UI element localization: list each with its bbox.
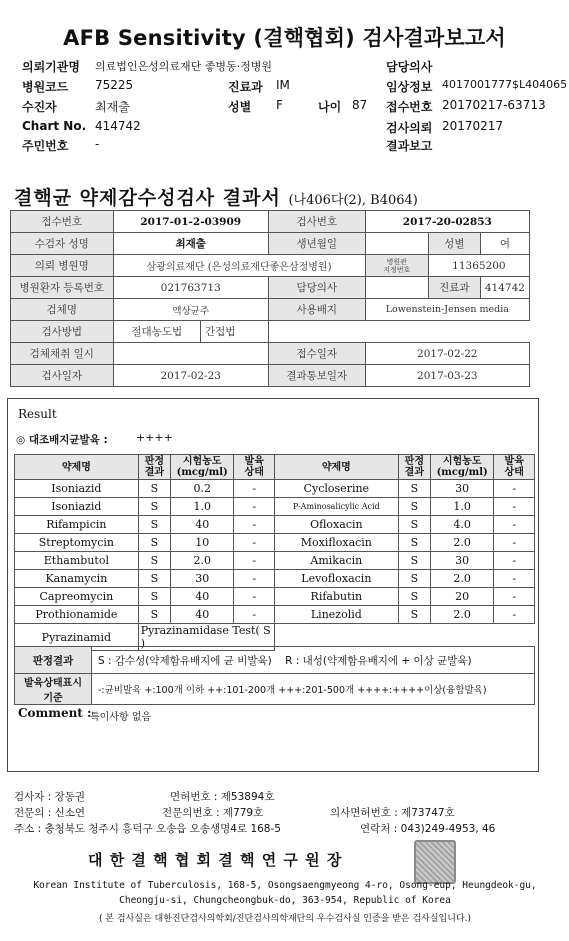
drug-growth: -	[234, 498, 275, 516]
request-value: 20170217	[442, 119, 504, 133]
rrn-value: -	[95, 137, 100, 151]
growth-label: ◎ 대조배지균발육 :	[16, 434, 108, 446]
examiner: 검사자 : 장동권	[14, 791, 86, 803]
drug-name: Capreomycin	[15, 588, 139, 606]
judge-r: R : 내성(약제함유배지에 + 이상 균발육)	[285, 654, 472, 667]
drug-conc: 2.0	[170, 552, 233, 570]
drug-result: S	[138, 588, 170, 606]
comment-value: 특이사항 없음	[90, 712, 152, 723]
drug-conc: 2.0	[430, 570, 493, 588]
drug-result: S	[138, 498, 170, 516]
drug-result: S	[138, 516, 170, 534]
license3: 의사면허번호 : 제73747호	[330, 807, 455, 819]
drug-row	[15, 516, 535, 534]
request-label: 검사의뢰	[386, 121, 433, 135]
drug-conc: 1.0	[430, 498, 493, 516]
chart-value: 414742	[95, 119, 141, 133]
info-table: 접수번호 2017-01-2-03909 검사번호 2017-20-02853 수검자 성명 최재출 생년월일 성별 여 의뢰 병원명 삼광의료재단 (은성의료재단좋은삼정병원) 병원관 지정번호 11365200 병원환자 등록번호 021763713 담당의사 진료과 414742 검체명 액상균주 사용배지 Lowenstein-Jensen media 검사방법 절대농도법 간접법 검체채취 일시 접수일자 2017-02-22 검사일자 2017-02-23 결과통보일자 2017-03-23	[10, 210, 530, 387]
license2: 전문의번호 : 제779호	[162, 807, 264, 819]
drug-conc: 10	[170, 534, 233, 552]
drug-result: S	[398, 516, 430, 534]
growth-value: ++++	[136, 431, 173, 444]
report-label: 결과보고	[386, 139, 433, 153]
comment-label: Comment :	[18, 706, 92, 720]
drug-conc: 1.0	[170, 498, 233, 516]
drug-name: P-Aminosalicylic Acid	[274, 498, 398, 516]
drug-name: Levofloxacin	[274, 570, 398, 588]
drug-result: S	[398, 588, 430, 606]
drug-growth: -	[234, 606, 275, 624]
drug-result: S	[398, 498, 430, 516]
drug-conc: 2.0	[430, 534, 493, 552]
drug-row	[15, 588, 535, 606]
drug-name: Prothionamide	[15, 606, 139, 624]
doctor-label: 담당의사	[386, 60, 433, 74]
license1: 면허번호 : 제53894호	[170, 791, 275, 803]
patient-value: 최재출	[95, 100, 130, 114]
drug-conc: 4.0	[430, 516, 493, 534]
drug-growth: -	[234, 516, 275, 534]
address: 주소 : 충청북도 청주시 흥덕구 오송읍 오송생명4로 168-5	[14, 823, 281, 835]
drug-growth: -	[494, 534, 535, 552]
drug-result: S	[398, 570, 430, 588]
drug-name: Isoniazid	[15, 480, 139, 498]
result-label: Result	[18, 407, 57, 421]
drug-name: Kanamycin	[15, 570, 139, 588]
drug-conc: 20	[430, 588, 493, 606]
receipt-value: 20170217-63713	[442, 98, 546, 112]
drug-growth: -	[234, 552, 275, 570]
org-name-kr: 대 한 결 핵 협 회 결 핵 연 구 원 장	[88, 851, 343, 869]
drug-result: S	[138, 570, 170, 588]
drug-conc: 40	[170, 606, 233, 624]
specialist: 전문의 : 신소연	[14, 807, 86, 819]
drug-result: S	[398, 552, 430, 570]
official-seal	[414, 840, 456, 884]
drug-name: Linezolid	[274, 606, 398, 624]
org-name-en1: Korean Institute of Tuberculosis, 168-5, Osongsaengmyeong 4-ro, Osong-eup, Heungdeok-gu,	[33, 880, 537, 891]
drug-growth: -	[494, 498, 535, 516]
age-label: 나이	[318, 100, 342, 114]
legend-table: 판정결과 S : 감수성(약제함유배지에 균 비발육) R : 내성(약제함유배지에 + 이상 균발육) 발육상태표시기준 -:균비발육 +:100개 이하 ++:101-200개 +++:201-500개 ++++:++++이상(융합발육)	[14, 646, 535, 705]
drug-conc: 30	[430, 552, 493, 570]
pyrazinamid-name: Pyrazinamid	[15, 624, 139, 651]
phone: 연락처 : 043)249-4953, 46	[360, 823, 496, 835]
drug-name: Rifabutin	[274, 588, 398, 606]
sex-value: F	[276, 98, 283, 112]
drug-row	[15, 552, 535, 570]
org-name-en2: Cheongju-si, Chungcheongbuk-do, 363-954, Republic of Korea	[119, 895, 451, 906]
drug-name: Moxifloxacin	[274, 534, 398, 552]
drug-result: S	[138, 552, 170, 570]
drug-conc: 30	[430, 480, 493, 498]
certification-notice: ( 본 검사실은 대한진단검사의학회/진단검사의학재단의 우수검사실 인증을 받은 검사실입니다.)	[98, 914, 471, 924]
drug-growth: -	[494, 552, 535, 570]
drug-result: S	[138, 480, 170, 498]
clinical-info-label: 임상정보	[386, 80, 433, 94]
receipt-label: 접수번호	[386, 100, 433, 114]
drug-result: S	[398, 480, 430, 498]
drug-growth: -	[234, 570, 275, 588]
drug-conc: 2.0	[430, 606, 493, 624]
rrn-label: 주민번호	[22, 139, 69, 153]
drug-name: Amikacin	[274, 552, 398, 570]
drug-result: S	[138, 534, 170, 552]
drug-row	[15, 534, 535, 552]
drug-row	[15, 480, 535, 498]
drug-result: S	[398, 606, 430, 624]
age-value: 87	[352, 98, 368, 112]
drug-conc: 40	[170, 588, 233, 606]
chart-label: Chart No.	[22, 119, 87, 133]
patient-label: 수진자	[22, 100, 57, 114]
drug-growth: -	[234, 588, 275, 606]
institution-value: 의료법인은성의료재단 좋병동·정병원	[95, 60, 273, 73]
drug-growth: -	[234, 480, 275, 498]
dept-value: IM	[276, 78, 290, 92]
drug-growth: -	[494, 606, 535, 624]
drug-growth: -	[494, 480, 535, 498]
drug-row	[15, 606, 535, 624]
drug-name: Cycloserine	[274, 480, 398, 498]
drug-result: S	[138, 606, 170, 624]
hospital-code-value: 75225	[95, 78, 134, 92]
pyrazinamid-value: Pyrazinamidase Test( S )	[138, 624, 274, 651]
dept-label: 진료과	[228, 80, 263, 94]
drug-name: Rifampicin	[15, 516, 139, 534]
drug-conc: 0.2	[170, 480, 233, 498]
drug-name: Ofloxacin	[274, 516, 398, 534]
drug-row	[15, 498, 535, 516]
drug-row	[15, 570, 535, 588]
institution-label: 의뢰기관명	[22, 60, 80, 74]
hospital-code-label: 병원코드	[22, 80, 69, 94]
drug-conc: 40	[170, 516, 233, 534]
report-title: AFB Sensitivity (결핵협회) 검사결과보고서	[63, 26, 506, 50]
drug-name: Ethambutol	[15, 552, 139, 570]
drug-growth: -	[494, 588, 535, 606]
drug-growth: -	[494, 570, 535, 588]
drug-name: Streptomycin	[15, 534, 139, 552]
drug-table: 약제명 판정 결과 시험농도 (mcg/ml) 발육 상태 약제명 판정 결과 시험농도 (mcg/ml) 발육 상태 Isoniazid S 0.2 - Cycloserine S 30 - Isoniazid S 1.0 - P-Aminosalicylic Acid S 1.0 - Rifampicin S 40 - Ofloxacin S 4.0 - Streptomycin S 10 - Moxifloxacin S 2.0 - Ethambutol S 2.0 - Amikacin S 30 - Kanamycin S 30 - Levofloxacin S 2.0 - Capreomycin S 40 - Rifabutin S 20 - Prothionamide S 40 - Linezolid S 2.0 - Pyrazinamid Pyrazinamidase Test( S )	[14, 454, 535, 651]
sex-label: 성별	[228, 100, 252, 114]
drug-growth: -	[234, 534, 275, 552]
drug-conc: 30	[170, 570, 233, 588]
judge-s: S : 감수성(약제함유배지에 균 비발육)	[98, 654, 272, 667]
report-subtitle: 결핵균 약제감수성검사 결과서 (나406다(2), B4064)	[14, 187, 418, 209]
drug-result: S	[398, 534, 430, 552]
drug-growth: -	[494, 516, 535, 534]
drug-name: Isoniazid	[15, 498, 139, 516]
clinical-info-value: 4017001777$L404065	[442, 78, 568, 91]
